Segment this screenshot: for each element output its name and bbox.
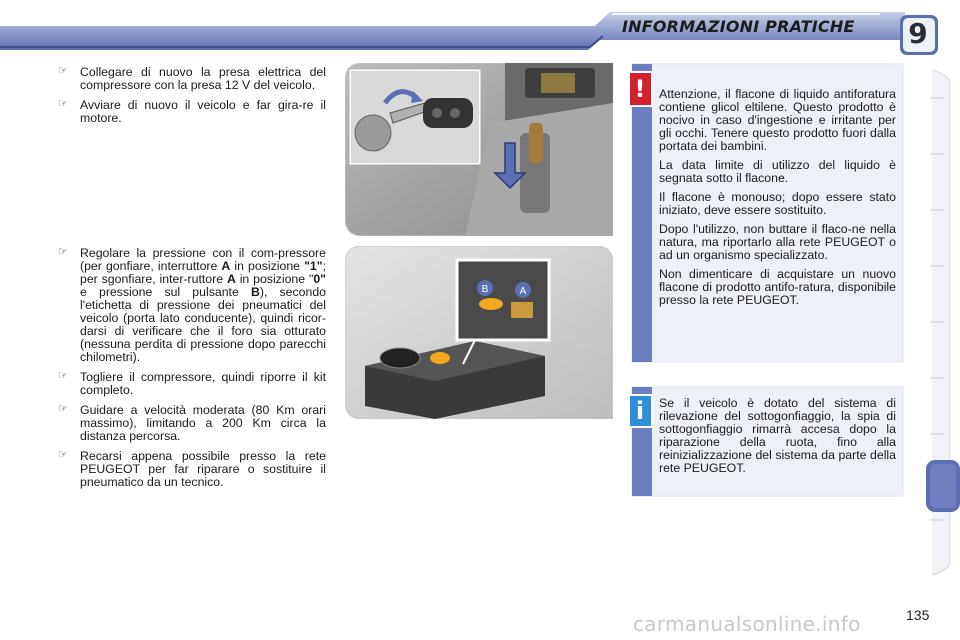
warning-paragraph: Attenzione, il flacone di liquido antiforatura contiene glicol eltilene. Questo prodotto è nocivo in caso d'ingestione e irritante per gli occhi. Tenere questo prodotto fuori dalla portata dei bambini. [659,87,896,153]
warning-paragraph: Il flacone è monouso; dopo essere stato iniziato, deve essere sostituito. [659,190,896,217]
warning-icon: ! [634,75,646,103]
pointing-hand-icon: ☞ [58,98,68,110]
list-item: ☞ Guidare a velocità moderata (80 Km orari massimo), limitando a 200 Km circa la distanza percorsa. [58,403,326,443]
section-title: INFORMAZIONI PRATICHE [622,17,855,36]
pointing-hand-icon: ☞ [58,403,68,415]
info-icon: i [635,397,645,425]
chapter-tab-active[interactable] [924,460,960,512]
label-a: A [519,286,527,297]
ignition-key-illustration [345,63,613,236]
list-item: ☞ Togliere il compressore, quindi riporre il kit completo. [58,370,326,397]
list-item: ☞ Avviare di nuovo il veicolo e far gira-re il motore. [58,98,326,125]
list-item: ☞ Regolare la pressione con il com-pressore (per gonfiare, interruttore A in posizione "1"; per sgonfiare, inter-ruttore A in posizione "0" e pressione sul pulsante B), secondo l'etichetta di pressione dei pneumatici del veicolo (porta lato conducente), quindi ricor-darsi di verificare che il foro sia otturato (nessuna perdita di pressione dopo parecchi chilometri). [58,246,326,364]
pointing-hand-icon: ☞ [58,65,68,77]
label-b: B [481,284,489,295]
watermark: carmanualsonline.info [633,612,861,636]
list-item: ☞ Recarsi appena possibile presso la rete PEUGEOT per far riparare o sostituire il pneumatico da un tecnico. [58,449,326,489]
pointing-hand-icon: ☞ [58,370,68,382]
warning-paragraph: Non dimenticare di acquistare un nuovo flacone di prodotto antifo-ratura, disponibile presso la rete PEUGEOT. [659,267,896,307]
warning-paragraph: Dopo l'utilizzo, non buttare il flaco-ne nella natura, ma riportarlo alla rete PEUGEOT o ad un organismo specializzato. [659,222,896,262]
instructions-bottom [58,247,326,496]
page-number: 135 [906,607,930,623]
chapter-number: 9 [908,17,928,50]
list-item: ☞ Collegare di nuovo la presa elettrica del compressore con la presa 12 V del veicolo. [58,65,326,92]
pointing-hand-icon: ☞ [58,246,68,258]
pointing-hand-icon: ☞ [58,449,68,461]
instructions-top [58,66,326,132]
warning-paragraph: La data limite di utilizzo del liquido è segnata sotto il flacone. [659,158,896,185]
info-text: Se il veicolo è dotato del sistema di rilevazione del sottogonfiaggio, la spia di sottogonfiaggio rimarrà accesa dopo la riparazione della ruota, fino alla reinizializzazione del sistema da parte della rete PEUGEOT. [659,396,896,475]
warning-text [659,88,896,313]
compressor-illustration [345,246,613,419]
